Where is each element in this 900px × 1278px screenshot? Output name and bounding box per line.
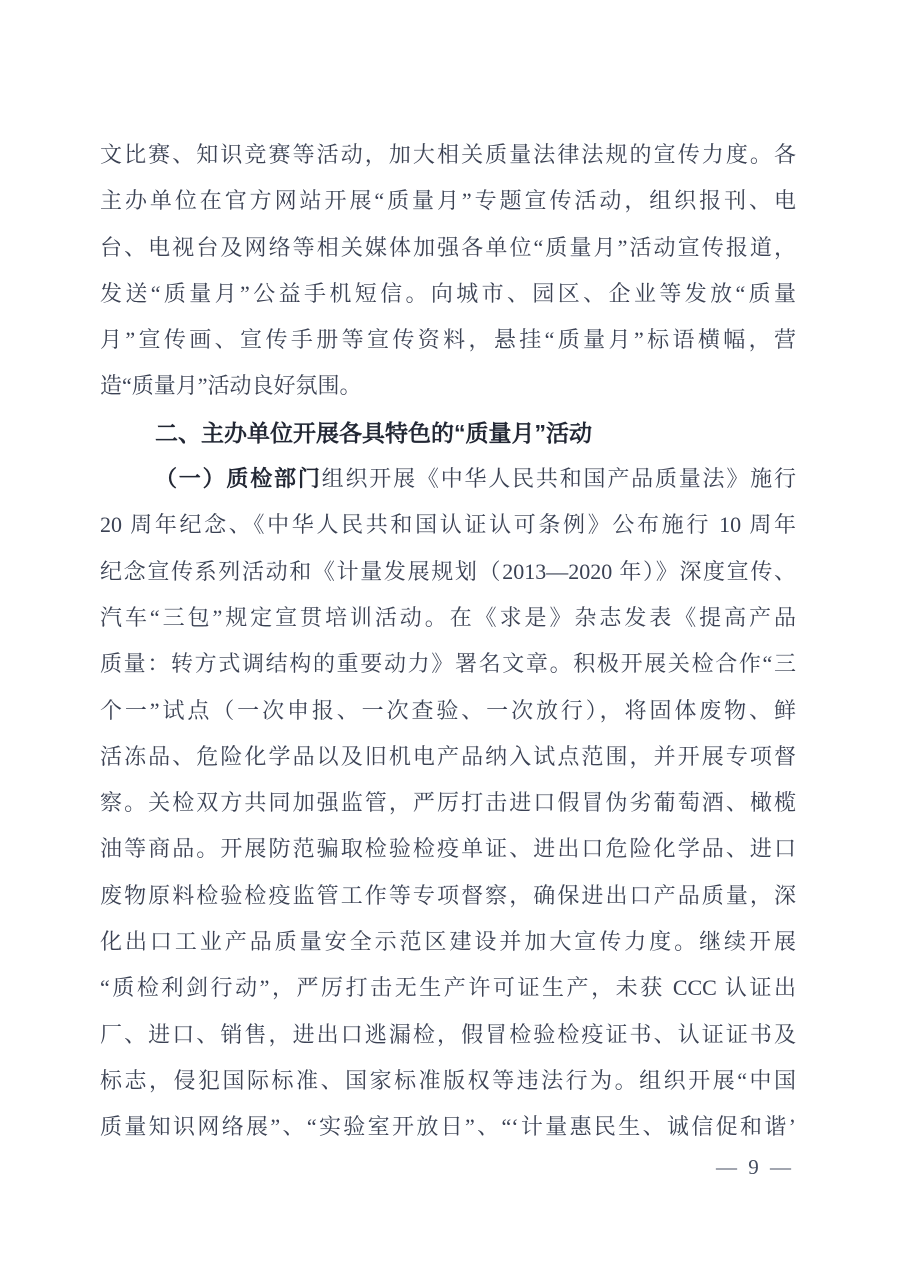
text-line: 发送“质量月”公益手机短信。向城市、园区、企业等发放“质量 xyxy=(100,280,796,306)
page-number: — 9 — xyxy=(716,1155,794,1179)
text-segment: 组织开展《中华人民共和国产品质量法》施行 xyxy=(321,466,796,492)
section-heading: 二、主办单位开展各具特色的“质量月”活动 xyxy=(155,419,592,446)
text-line: 台、电视台及网络等相关媒体加强各单位“质量月”活动宣传报道， xyxy=(100,234,796,260)
text-line xyxy=(100,456,796,502)
text-line: 月”宣传画、宣传手册等宣传资料，悬挂“质量月”标语横幅，营 xyxy=(100,327,796,353)
text-line: 油等商品。开展防范骗取检验检疫单证、进出口危险化学品、进口 xyxy=(100,836,796,862)
text-line: 纪念宣传系列活动和《计量发展规划（2013—2020 年）》深度宣传、 xyxy=(100,558,796,584)
text-line: 察。关检双方共同加强监管，严厉打击进口假冒伪劣葡萄酒、橄榄 xyxy=(100,790,796,816)
text-line: 化出口工业产品质量安全示范区建设并加大宣传力度。继续开展 xyxy=(100,929,796,955)
text-line: 文比赛、知识竞赛等活动，加大相关质量法律法规的宣传力度。各 xyxy=(100,142,796,167)
text-block xyxy=(100,132,796,1151)
text-line: 废物原料检验检疫监管工作等专项督察，确保进出口产品质量，深 xyxy=(100,882,796,908)
text-line: “质检利剑行动”，严厉打击无生产许可证生产，未获 CCC 认证出 xyxy=(100,975,796,1001)
text-line: 汽车“三包”规定宣贯培训活动。在《求是》杂志发表《提高产品 xyxy=(100,604,796,630)
text-line: 活冻品、危险化学品以及旧机电产品纳入试点范围，并开展专项督 xyxy=(100,743,796,769)
text-line: 主办单位在官方网站开展“质量月”专题宣传活动，组织报刊、电 xyxy=(100,188,796,214)
text-line: 标志，侵犯国际标准、国家标准版权等违法行为。组织开展“中国 xyxy=(100,1067,796,1093)
subsection-label: （一）质检部门 xyxy=(155,466,322,492)
text-line: 造“质量月”活动良好氛围。 xyxy=(100,373,362,399)
text-line: 厂、进口、销售，进出口逃漏检，假冒检验检疫证书、认证证书及 xyxy=(100,1021,796,1047)
text-line: 20 周年纪念、《中华人民共和国认证认可条例》公布施行 10 周年 xyxy=(100,512,796,538)
text-line: 质量：转方式调结构的重要动力》署名文章。积极开展关检合作“三 xyxy=(100,651,796,677)
text-line: 质量知识网络展”、“实验室开放日”、“‘计量惠民生、诚信促和谐’ xyxy=(100,1114,796,1140)
text-line: 个一”试点（一次申报、一次查验、一次放行），将固体废物、鲜 xyxy=(100,697,796,723)
